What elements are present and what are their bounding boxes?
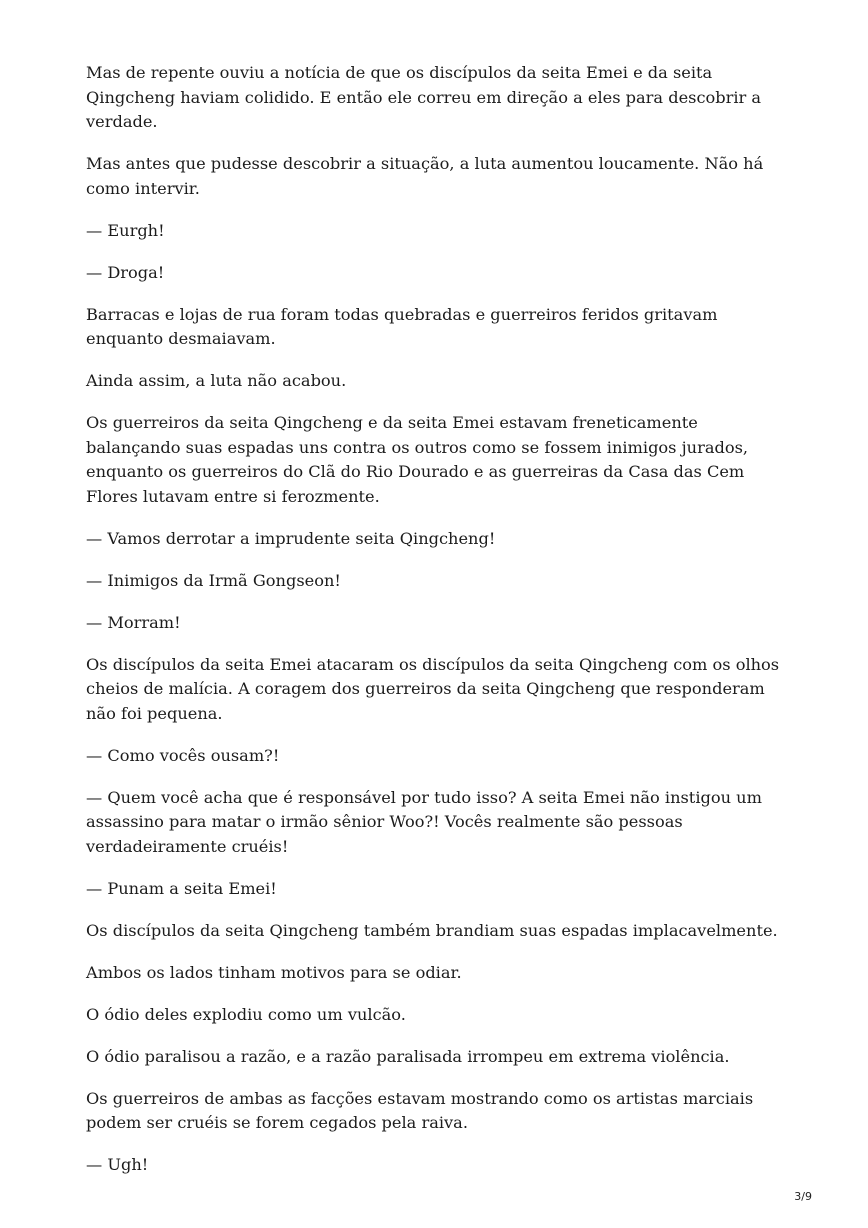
dialogue-line: — Droga! (86, 262, 165, 282)
dialogue-line: — Vamos derrotar a imprudente seita Qingcheng! (86, 528, 496, 548)
dialogue-line: — Inimigos da Irmã Gongseon! (86, 570, 341, 590)
paragraph: Os guerreiros da seita Qingcheng e da seita Emei estavam freneticamente balançando suas espadas uns contra os outros como se fossem inimigos jurados, enquanto os guerreiros do Clã do Rio Dourado e as guerreiras da Casa das Cem Flores lutavam entre si ferozmente. (86, 413, 749, 506)
dialogue-line: — Quem você acha que é responsável por tudo isso? A seita Emei não instigou um assassino para matar o irmão sênior Woo?! Vocês realmente são pessoas verdadeiramente cruéis! (86, 787, 762, 856)
paragraph: Barracas e lojas de rua foram todas quebradas e guerreiros feridos gritavam enquanto desmaiavam. (86, 304, 718, 348)
paragraph: Ambos os lados tinham motivos para se odiar. (86, 962, 462, 982)
paragraph: Mas de repente ouviu a notícia de que os discípulos da seita Emei e da seita Qingcheng haviam colidido. E então ele correu em direção a eles para descobrir a verdade. (86, 63, 762, 131)
dialogue-line: — Eurgh! (86, 220, 165, 240)
dialogue-line: — Punam a seita Emei! (86, 878, 277, 898)
dialogue-line: — Morram! (86, 612, 181, 632)
dialogue-line: — Como vocês ousam?! (86, 745, 280, 765)
dialogue-line: — Ugh! (86, 1155, 149, 1174)
paragraph: Os discípulos da seita Qingcheng também brandiam suas espadas implacavelmente. (86, 920, 778, 940)
paragraph: O ódio paralisou a razão, e a razão paralisada irrompeu em extrema violência. (86, 1046, 730, 1066)
paragraph: Os discípulos da seita Emei atacaram os discípulos da seita Qingcheng com os olhos cheios de malícia. A coragem dos guerreiros da seita Qingcheng que responderam não foi pequena. (86, 654, 780, 723)
paragraph: Mas antes que pudesse descobrir a situação, a luta aumentou loucamente. Não há como intervir. (86, 154, 764, 198)
paragraph: Ainda assim, a luta não acabou. (86, 371, 347, 390)
paragraph: Os guerreiros de ambas as facções estavam mostrando como os artistas marciais podem ser cruéis se forem cegados pela raiva. (86, 1088, 754, 1132)
page-number: 3/9 (794, 1190, 812, 1203)
document-body (86, 61, 786, 1195)
paragraph: O ódio deles explodiu como um vulcão. (86, 1004, 406, 1024)
